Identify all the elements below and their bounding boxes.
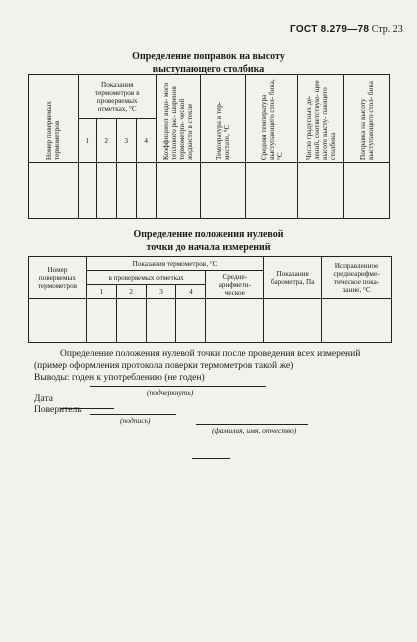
col-thermometer-number: Номер поверяемых термометров — [29, 257, 87, 299]
date-label: Дата — [34, 394, 53, 404]
sub-col-3: 3 — [116, 119, 136, 163]
col-thermostat-temperature: Температура в тер- мостате, °С — [200, 75, 246, 163]
table1-title — [0, 50, 417, 76]
zero-point-after-text: Определение положения нулевой точки после проведения всех измерений — [60, 349, 361, 359]
table-cell — [200, 163, 246, 219]
table-cell — [78, 163, 96, 219]
page-header — [290, 24, 403, 35]
col-arithmetic-mean: Средне- арифмети- ческое — [206, 271, 264, 299]
name-note: (фамилия, имя, отчество) — [212, 426, 297, 435]
sub-col-2: 2 — [116, 285, 146, 299]
table2-title-line2: точки до начала измерений — [146, 242, 271, 253]
table-row — [29, 299, 392, 343]
col-barometer: Показания барометра, Па — [264, 257, 322, 299]
conclusions-text: Выводы: годен к употреблению (не годен) — [34, 373, 205, 383]
table-cell — [29, 163, 79, 219]
table-cell — [246, 163, 298, 219]
signature-line — [90, 414, 176, 415]
sub-col-2: 2 — [96, 119, 116, 163]
end-divider — [192, 458, 230, 459]
table-cell — [116, 299, 146, 343]
col-expansion-coefficient: Коэффициент види- мого теплового рас- ширения термометри- ческой жидкости в стекле — [156, 75, 200, 163]
table-cell — [264, 299, 322, 343]
table-cell — [344, 163, 390, 219]
sub-col-1: 1 — [86, 285, 116, 299]
col-thermometer-number: Номер поверяемых термометров — [29, 75, 79, 163]
sub-col-3: 3 — [146, 285, 176, 299]
table-cell — [96, 163, 116, 219]
signature-note: (подпись) — [120, 416, 151, 425]
table-cell — [29, 299, 87, 343]
protocol-example-note: (пример оформления протокола поверки термометров такой же) — [34, 361, 294, 371]
table-cell — [322, 299, 392, 343]
table-cell — [206, 299, 264, 343]
sub-col-4: 4 — [176, 285, 206, 299]
table1-title-line2: выступающего столбика — [152, 64, 265, 75]
table-cell — [116, 163, 136, 219]
table1-title-line1: Определение поправок на высоту — [132, 51, 285, 62]
table-cell — [156, 163, 200, 219]
sub-col-1: 1 — [78, 119, 96, 163]
sub-col-4: 4 — [136, 119, 156, 163]
table-cell — [86, 299, 116, 343]
table-cell — [136, 163, 156, 219]
table-cell — [176, 299, 206, 343]
col-corrected-mean: Исправленное среднеарифме- тическое пока- зание, °С — [322, 257, 392, 299]
verifier-label: Поверитель — [34, 405, 82, 415]
table2-title-line1: Определение положения нулевой — [133, 229, 284, 240]
conclusions-underline — [90, 386, 266, 387]
underline-note: (подчеркнуть) — [147, 388, 194, 397]
gost-number: ГОСТ 8.279—78 — [290, 24, 370, 35]
table-cell — [146, 299, 176, 343]
page-number: Стр. 23 — [371, 24, 403, 35]
table2-title — [0, 228, 417, 254]
table-cell — [298, 163, 344, 219]
col-checked-marks: в проверяемых отметках — [86, 271, 205, 285]
name-line — [196, 424, 308, 425]
col-readings: Показания термометров, °С — [86, 257, 263, 271]
col-average-temperature: Средняя температура выступающего стол- бика, °С — [246, 75, 298, 163]
col-height-correction: Поправка на высоту выступающего стол- бика — [344, 75, 390, 163]
col-degree-divisions: Число градусных де- лений, соответствую- щее высоте высту- пающего столбика — [298, 75, 344, 163]
col-readings: Показания термометров в проверяемых отметках, °С — [78, 75, 156, 119]
corrections-table — [28, 74, 390, 219]
table-row — [29, 163, 390, 219]
zero-point-table — [28, 256, 392, 343]
